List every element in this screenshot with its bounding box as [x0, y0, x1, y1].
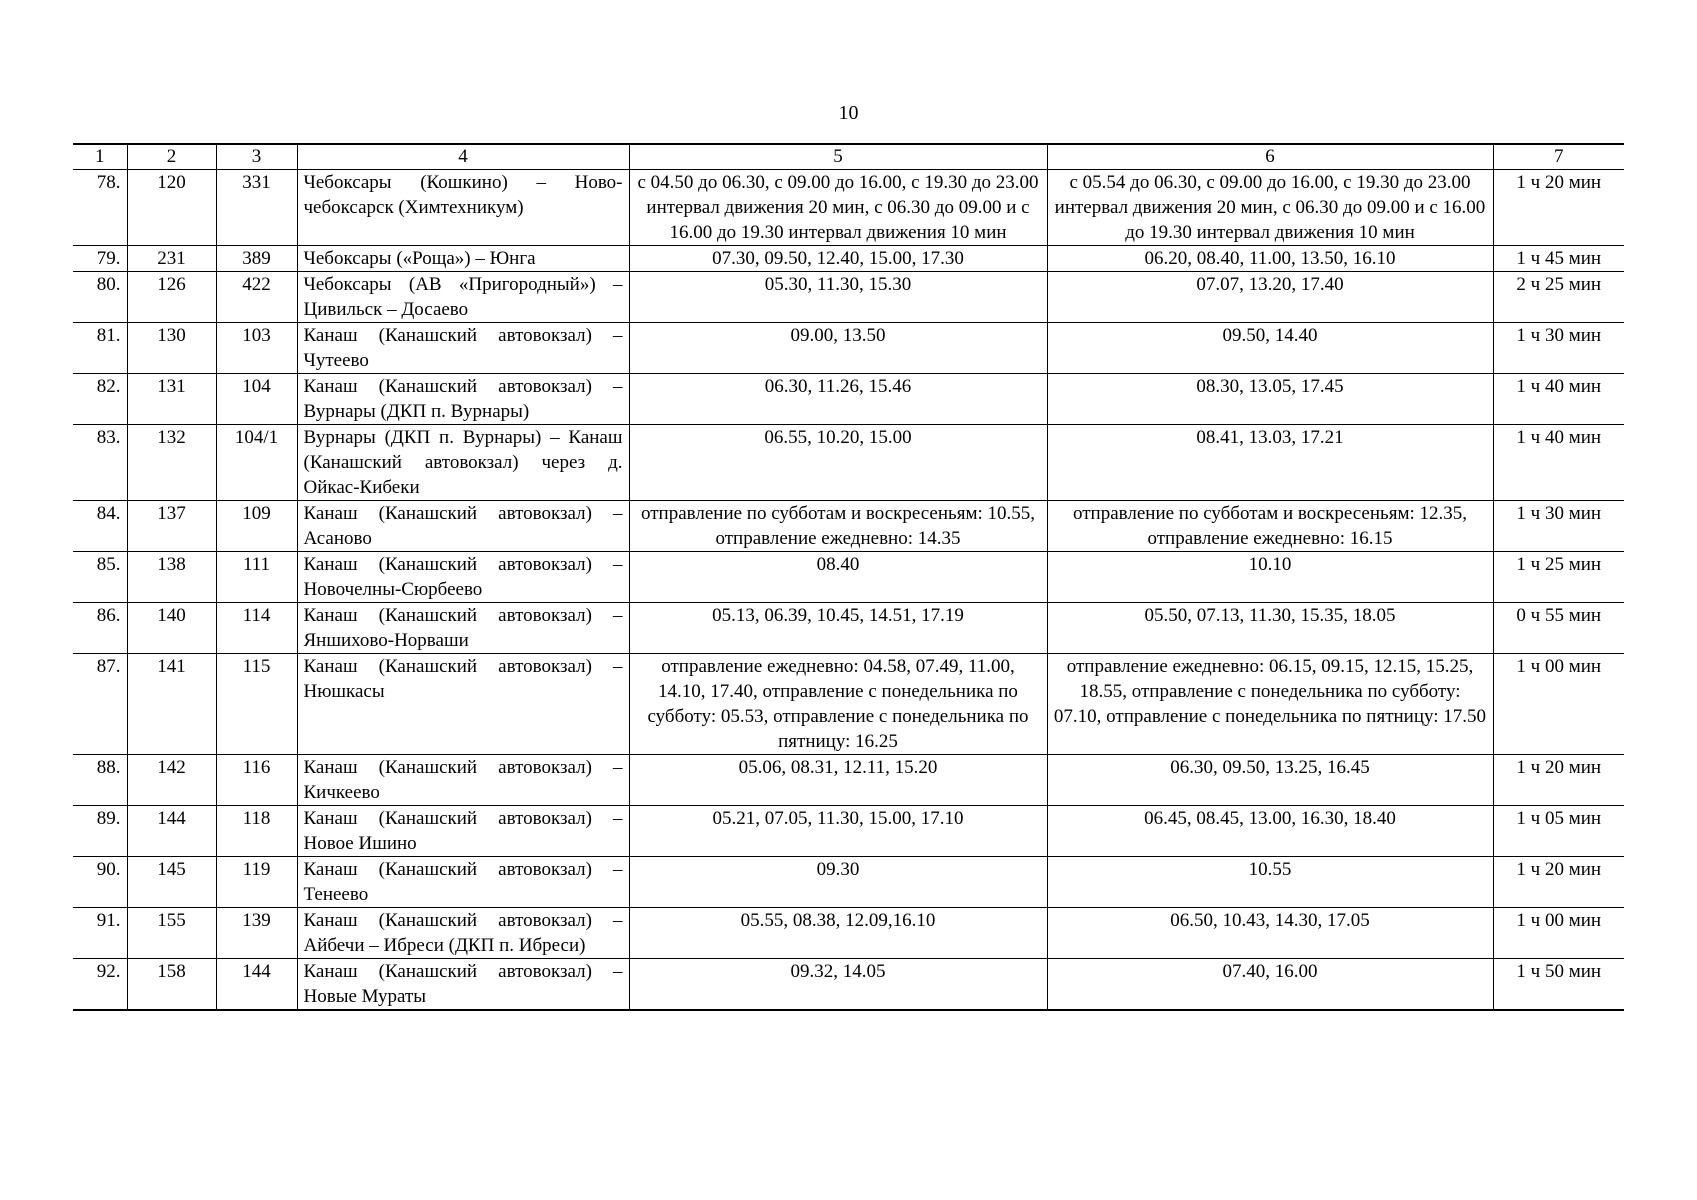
- departure-times-start: 07.30, 09.50, 12.40, 15.00, 17.30: [629, 246, 1047, 272]
- route-name: Чебоксары («Роща») – Юнга: [297, 246, 629, 272]
- route-number: 104/1: [216, 425, 297, 501]
- route-code: 231: [127, 246, 216, 272]
- route-code: 155: [127, 908, 216, 959]
- route-number: 139: [216, 908, 297, 959]
- departure-times-start: 05.55, 08.38, 12.09,16.10: [629, 908, 1047, 959]
- travel-time: 1 ч 45 мин: [1493, 246, 1624, 272]
- route-name: Канаш (Канашский автовокзал) – Яншихово-Норваши: [297, 603, 629, 654]
- departure-times-end: с 05.54 до 06.30, с 09.00 до 16.00, с 19.30 до 23.00 интервал движения 20 мин, с 06.30 до 09.00 и с 16.00 до 19.30 интервал движения 10 мин: [1047, 170, 1493, 246]
- table-row: [73, 908, 1624, 959]
- departure-times-end: 07.07, 13.20, 17.40: [1047, 272, 1493, 323]
- column-header-3: 3: [216, 144, 297, 170]
- departure-times-start: 05.06, 08.31, 12.11, 15.20: [629, 755, 1047, 806]
- travel-time: 1 ч 30 мин: [1493, 501, 1624, 552]
- row-number: 89.: [73, 806, 127, 857]
- departure-times-end: 09.50, 14.40: [1047, 323, 1493, 374]
- travel-time: 1 ч 50 мин: [1493, 959, 1624, 1011]
- travel-time: 1 ч 20 мин: [1493, 170, 1624, 246]
- table-row: [73, 246, 1624, 272]
- departure-times-start: 09.30: [629, 857, 1047, 908]
- route-name: Канаш (Канашский автовокзал) – Новочелны-Сюрбеево: [297, 552, 629, 603]
- travel-time: 1 ч 00 мин: [1493, 654, 1624, 755]
- departure-times-end: 07.40, 16.00: [1047, 959, 1493, 1011]
- departure-times-start: 06.55, 10.20, 15.00: [629, 425, 1047, 501]
- departure-times-end: 05.50, 07.13, 11.30, 15.35, 18.05: [1047, 603, 1493, 654]
- row-number: 83.: [73, 425, 127, 501]
- travel-time: 0 ч 55 мин: [1493, 603, 1624, 654]
- route-name: Вурнары (ДКП п. Вурнары) – Канаш (Канашский автовокзал) через д. Ойкас-Кибеки: [297, 425, 629, 501]
- page-number: 10: [838, 102, 859, 124]
- travel-time: 1 ч 40 мин: [1493, 374, 1624, 425]
- route-code: 158: [127, 959, 216, 1011]
- row-number: 84.: [73, 501, 127, 552]
- route-name: Канаш (Канашский автовокзал) – Айбечи – Ибреси (ДКП п. Ибреси): [297, 908, 629, 959]
- row-number: 79.: [73, 246, 127, 272]
- row-number: 78.: [73, 170, 127, 246]
- route-name: Канаш (Канашский автовокзал) – Новые Мураты: [297, 959, 629, 1011]
- departure-times-start: 08.40: [629, 552, 1047, 603]
- column-header-7: 7: [1493, 144, 1624, 170]
- table-row: [73, 170, 1624, 246]
- departure-times-start: 09.00, 13.50: [629, 323, 1047, 374]
- travel-time: 2 ч 25 мин: [1493, 272, 1624, 323]
- route-name: Канаш (Канашский автовокзал) – Нюшкасы: [297, 654, 629, 755]
- departure-times-start: 05.21, 07.05, 11.30, 15.00, 17.10: [629, 806, 1047, 857]
- route-code: 142: [127, 755, 216, 806]
- departure-times-end: 06.50, 10.43, 14.30, 17.05: [1047, 908, 1493, 959]
- row-number: 81.: [73, 323, 127, 374]
- route-number: 115: [216, 654, 297, 755]
- column-header-5: 5: [629, 144, 1047, 170]
- row-number: 92.: [73, 959, 127, 1011]
- route-code: 140: [127, 603, 216, 654]
- table-body: [73, 170, 1624, 1011]
- row-number: 80.: [73, 272, 127, 323]
- table-row: [73, 425, 1624, 501]
- departure-times-end: 10.10: [1047, 552, 1493, 603]
- route-number: 111: [216, 552, 297, 603]
- departure-times-start: с 04.50 до 06.30, с 09.00 до 16.00, с 19.30 до 23.00 интервал движения 20 мин, с 06.30 до 09.00 и с 16.00 до 19.30 интервал движения 10 мин: [629, 170, 1047, 246]
- route-code: 131: [127, 374, 216, 425]
- travel-time: 1 ч 00 мин: [1493, 908, 1624, 959]
- departure-times-end: 06.45, 08.45, 13.00, 16.30, 18.40: [1047, 806, 1493, 857]
- travel-time: 1 ч 20 мин: [1493, 857, 1624, 908]
- route-name: Канаш (Канашский автовокзал) – Новое Ишино: [297, 806, 629, 857]
- departure-times-end: 08.30, 13.05, 17.45: [1047, 374, 1493, 425]
- route-name: Канаш (Канашский автовокзал) – Асаново: [297, 501, 629, 552]
- table-row: [73, 323, 1624, 374]
- column-header-1: 1: [73, 144, 127, 170]
- row-number: 82.: [73, 374, 127, 425]
- route-code: 120: [127, 170, 216, 246]
- route-number: 118: [216, 806, 297, 857]
- row-number: 86.: [73, 603, 127, 654]
- departure-times-start: 06.30, 11.26, 15.46: [629, 374, 1047, 425]
- route-code: 130: [127, 323, 216, 374]
- row-number: 90.: [73, 857, 127, 908]
- table-row: [73, 501, 1624, 552]
- departure-times-end: 06.20, 08.40, 11.00, 13.50, 16.10: [1047, 246, 1493, 272]
- departure-times-end: 10.55: [1047, 857, 1493, 908]
- route-code: 141: [127, 654, 216, 755]
- route-number: 119: [216, 857, 297, 908]
- travel-time: 1 ч 30 мин: [1493, 323, 1624, 374]
- travel-time: 1 ч 20 мин: [1493, 755, 1624, 806]
- row-number: 85.: [73, 552, 127, 603]
- table-row: [73, 603, 1624, 654]
- header-row: [73, 144, 1624, 170]
- departure-times-end: 08.41, 13.03, 17.21: [1047, 425, 1493, 501]
- table-row: [73, 552, 1624, 603]
- route-number: 144: [216, 959, 297, 1011]
- route-code: 137: [127, 501, 216, 552]
- route-number: 331: [216, 170, 297, 246]
- route-schedule-table: [73, 143, 1624, 1011]
- table-row: [73, 959, 1624, 1011]
- table-row: [73, 806, 1624, 857]
- departure-times-end: отправление по субботам и воскресеньям: 12.35, отправление ежедневно: 16.15: [1047, 501, 1493, 552]
- table-row: [73, 654, 1624, 755]
- table-row: [73, 755, 1624, 806]
- route-code: 126: [127, 272, 216, 323]
- route-code: 145: [127, 857, 216, 908]
- route-number: 114: [216, 603, 297, 654]
- route-code: 144: [127, 806, 216, 857]
- travel-time: 1 ч 40 мин: [1493, 425, 1624, 501]
- route-name: Канаш (Канашский автовокзал) – Вурнары (ДКП п. Вурнары): [297, 374, 629, 425]
- route-name: Чебоксары (АВ «Пригородный») – Цивильск – Досаево: [297, 272, 629, 323]
- route-number: 104: [216, 374, 297, 425]
- route-number: 109: [216, 501, 297, 552]
- departure-times-end: 06.30, 09.50, 13.25, 16.45: [1047, 755, 1493, 806]
- table-row: [73, 272, 1624, 323]
- table-row: [73, 374, 1624, 425]
- row-number: 88.: [73, 755, 127, 806]
- row-number: 87.: [73, 654, 127, 755]
- row-number: 91.: [73, 908, 127, 959]
- route-code: 138: [127, 552, 216, 603]
- table-row: [73, 857, 1624, 908]
- route-name: Канаш (Канашский автовокзал) – Кичкеево: [297, 755, 629, 806]
- departure-times-end: отправление ежедневно: 06.15, 09.15, 12.15, 15.25, 18.55, отправление с понедельника по субботу: 07.10, отправление с понедельника по пятницу: 17.50: [1047, 654, 1493, 755]
- route-name: Чебоксары (Кошкино) – Новочебоксарск (Химтехникум): [297, 170, 629, 246]
- route-name: Канаш (Канашский автовокзал) – Чутеево: [297, 323, 629, 374]
- departure-times-start: 05.30, 11.30, 15.30: [629, 272, 1047, 323]
- route-number: 103: [216, 323, 297, 374]
- departure-times-start: отправление по субботам и воскресеньям: 10.55, отправление ежедневно: 14.35: [629, 501, 1047, 552]
- column-header-2: 2: [127, 144, 216, 170]
- route-number: 389: [216, 246, 297, 272]
- travel-time: 1 ч 05 мин: [1493, 806, 1624, 857]
- route-name: Канаш (Канашский автовокзал) – Тенеево: [297, 857, 629, 908]
- travel-time: 1 ч 25 мин: [1493, 552, 1624, 603]
- departure-times-start: отправление ежедневно: 04.58, 07.49, 11.00, 14.10, 17.40, отправление с понедельника по субботу: 05.53, отправление с понедельника по пятницу: 16.25: [629, 654, 1047, 755]
- route-number: 422: [216, 272, 297, 323]
- departure-times-start: 05.13, 06.39, 10.45, 14.51, 17.19: [629, 603, 1047, 654]
- route-number: 116: [216, 755, 297, 806]
- column-header-6: 6: [1047, 144, 1493, 170]
- departure-times-start: 09.32, 14.05: [629, 959, 1047, 1011]
- route-code: 132: [127, 425, 216, 501]
- column-header-4: 4: [297, 144, 629, 170]
